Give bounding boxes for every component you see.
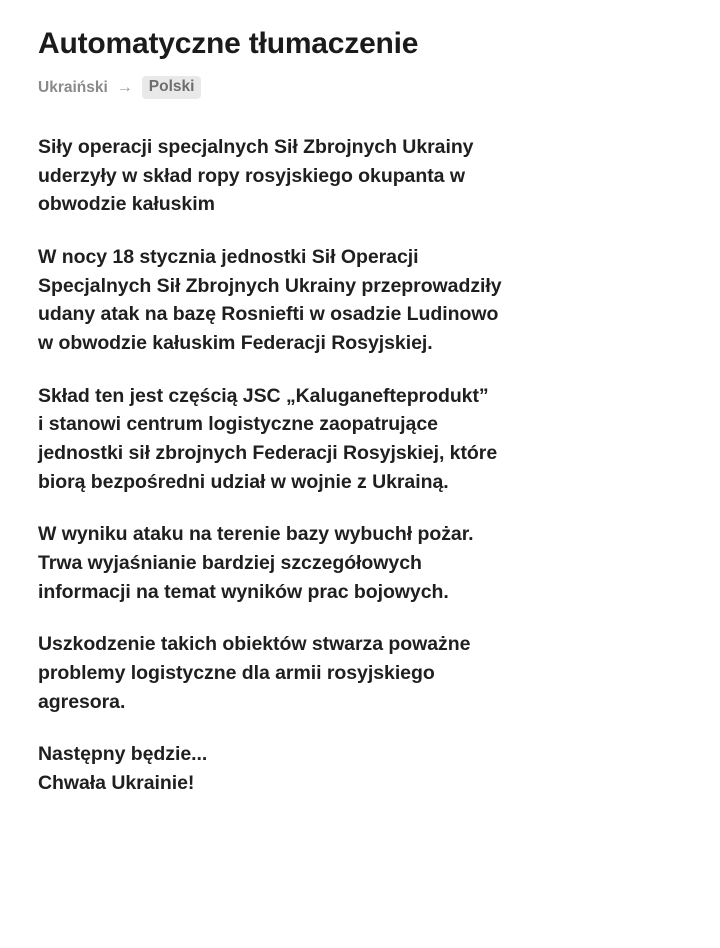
- paragraph: [38, 740, 684, 797]
- text-line: udany atak na bazę Rosniefti w osadzie Ludinowo: [38, 303, 499, 326]
- text-line: obwodzie kałuskim: [38, 193, 215, 216]
- text-line: Specjalnych Sił Zbrojnych Ukrainy przeprowadziły: [38, 274, 502, 297]
- target-language-badge[interactable]: Polski: [142, 76, 202, 99]
- text-line: W wyniku ataku na terenie bazy wybuchł pożar.: [38, 523, 474, 546]
- text-line: Siły operacji specjalnych Sił Zbrojnych Ukrainy: [38, 136, 474, 158]
- translated-article-body: [38, 133, 684, 797]
- text-line: informacji na temat wyników prac bojowych.: [38, 580, 449, 603]
- paragraph: [38, 630, 684, 716]
- text-line: w obwodzie kałuskim Federacji Rosyjskiej.: [38, 331, 433, 354]
- paragraph: [38, 382, 684, 497]
- language-pair: [38, 76, 684, 99]
- page-title: Automatyczne tłumaczenie: [38, 27, 419, 60]
- arrow-right-icon: →: [116, 78, 133, 96]
- paragraph: [38, 243, 684, 358]
- text-line: biorą bezpośredni udział w wojnie z Ukrainą.: [38, 470, 449, 493]
- text-line: Następny będzie...: [38, 743, 208, 766]
- paragraph: [38, 520, 684, 606]
- text-line: agresora.: [38, 690, 126, 713]
- text-line: problemy logistyczne dla armii rosyjskiego: [38, 661, 435, 684]
- text-line: Skład ten jest częścią JSC „Kaluganefteprodukt”: [38, 384, 489, 407]
- source-language-label: Ukraiński: [38, 78, 108, 96]
- text-line: jednostki sił zbrojnych Federacji Rosyjskiej, które: [38, 441, 498, 464]
- text-line: Uszkodzenie takich obiektów stwarza poważne: [38, 633, 471, 656]
- text-line: i stanowi centrum logistyczne zaopatrujące: [38, 413, 438, 436]
- text-line: uderzyły w skład ropy rosyjskiego okupanta w: [38, 164, 465, 187]
- paragraph: [38, 133, 684, 219]
- text-line: Trwa wyjaśnianie bardziej szczegółowych: [38, 551, 422, 574]
- text-line: Chwała Ukrainie!: [38, 771, 195, 794]
- text-line: W nocy 18 stycznia jednostki Sił Operacji: [38, 245, 419, 268]
